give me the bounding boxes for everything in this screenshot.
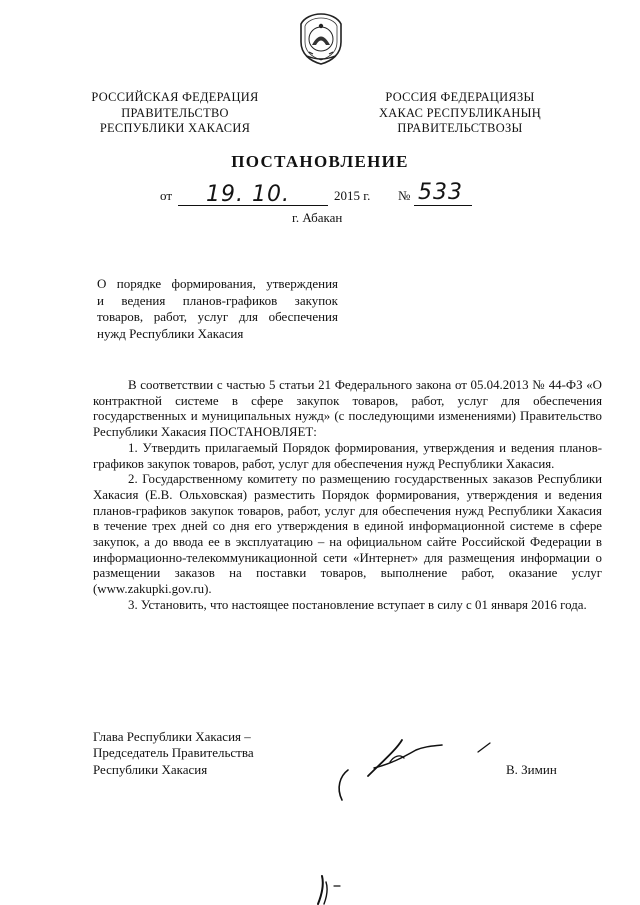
subject-line: и ведения планов-графиков закупок xyxy=(97,292,338,308)
signatory-position xyxy=(93,729,254,778)
year-label: 2015 г. xyxy=(334,188,371,203)
header-right-line: РОССИЯ ФЕДЕРАЦИЯЗЫ xyxy=(385,90,535,104)
header-right-line: ПРАВИТЕЛЬСТВОЗЫ xyxy=(397,121,523,135)
city-label: г. Абакан xyxy=(292,210,343,225)
handwritten-signature xyxy=(330,736,500,806)
header-left-line: ПРАВИТЕЛЬСТВО xyxy=(121,105,229,120)
number-handwritten: 533 xyxy=(418,180,463,205)
header-right-line: ХАКАС РЕСПУБЛИКАНЫҢ xyxy=(378,105,542,120)
decree-subject xyxy=(97,276,338,342)
subject-line: О порядке формирования, утверждения xyxy=(97,276,338,291)
item-paragraph-2: 2. Государственному комитету по размещению государственных заказов Республики Хакасия (Е.В. Ольховская) разместить Порядок формирования, утверждения и ведения планов-графиков закупок товаров, работ, услуг для обеспечения нужд Республики Хакасия в течение трех дней со дня его утверждения в единой информационной системе в сфере закупок, а до ввода ее в эксплуатацию – на официальном сайте Российской Федерации в информационно-телекоммуникационной сети «Интернет» для размещения информации о размещении заказов на поставки товаров, выполнение работ, оказание услуг (www.zakupki.gov.ru). xyxy=(93,472,602,597)
subject-line: товаров, работ, услуг для обеспечения xyxy=(97,309,338,325)
header-left-line: РОССИЙСКАЯ ФЕДЕРАЦИЯ xyxy=(91,90,259,104)
item-paragraph-1: 1. Утвердить прилагаемый Порядок формирования, утверждения и ведения планов-графиков закупок товаров, работ, услуг для обеспечения нужд Республики Хакасия. xyxy=(93,440,602,471)
decree-body xyxy=(93,378,602,614)
document-title: ПОСТАНОВЛЕНИЕ xyxy=(231,152,409,171)
header-left-line: РЕСПУБЛИКИ ХАКАСИЯ xyxy=(99,121,251,135)
subject-line: нужд Республики Хакасия xyxy=(97,325,244,341)
header-left xyxy=(80,90,270,137)
position-line: Глава Республики Хакасия – xyxy=(93,729,251,744)
date-handwritten: 19. 10. xyxy=(206,182,290,207)
header-right xyxy=(360,90,560,137)
number-label: № xyxy=(398,188,411,203)
item-paragraph-3: 3. Установить, что настоящее постановление вступает в силу с 01 января 2016 года. xyxy=(128,597,587,612)
handwritten-mark xyxy=(300,872,360,905)
coat-of-arms-emblem xyxy=(297,12,345,66)
preamble-paragraph: В соответствии с частью 5 статьи 21 Федерального закона от 05.04.2013 № 44-ФЗ «О контрактной системе в сфере закупок товаров, работ, услуг для обеспечения государственных и муниципальных нужд» (с последующими изменениями) Правительство Республики Хакасия ПОСТАНОВЛЯЕТ: xyxy=(93,378,602,440)
signatory-name: В. Зимин xyxy=(506,762,557,777)
date-prefix: от xyxy=(160,188,173,203)
position-line: Республики Хакасия xyxy=(93,761,208,777)
position-line: Председатель Правительства xyxy=(93,745,254,761)
